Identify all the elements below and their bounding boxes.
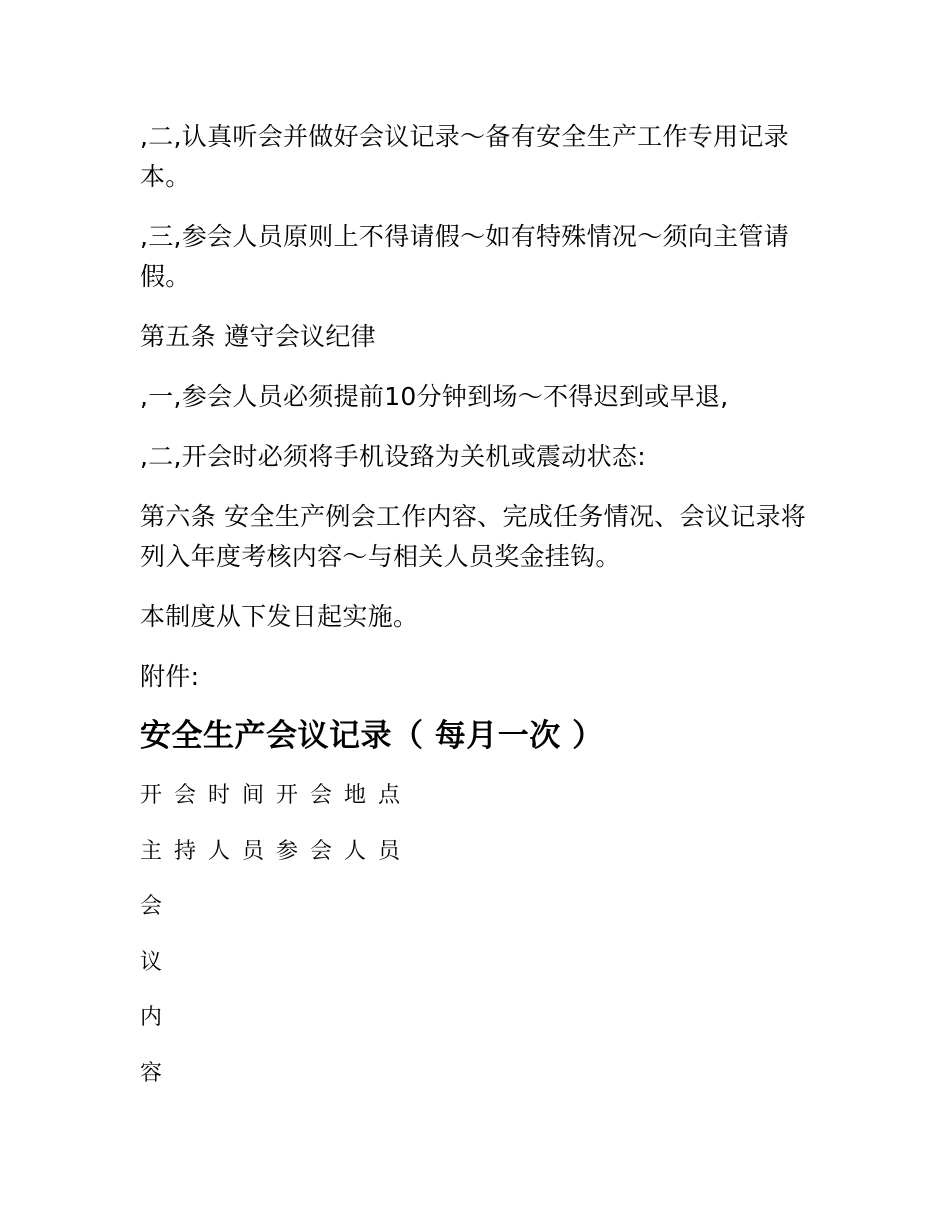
paragraph-item-2: ,二,认真听会并做好会议记录～备有安全生产工作专用记录本。 <box>140 122 789 191</box>
form-row-host-attendees: 主持人员参会人员 <box>140 839 413 864</box>
content-label-char: 内 <box>140 1005 163 1030</box>
paragraph-discipline-2: ,二,开会时必须将手机设臵为关机或震动状态: <box>140 442 646 471</box>
article-six-paragraph: 第六条 安全生产例会工作内容、完成任务情况、会议记录将列入年度考核内容～与相关人员奖金挂钩。 <box>140 502 807 571</box>
effective-date-paragraph: 本制度从下发日起实施。 <box>140 602 419 631</box>
form-row-meeting-time-place: 开会时间开会地点 <box>140 783 413 808</box>
document-page <box>140 0 820 1230</box>
content-label-char: 容 <box>140 1061 163 1086</box>
paragraph-discipline-1: ,一,参会人员必须提前10分钟到场～不得迟到或早退, <box>140 382 729 411</box>
content-label-char: 会 <box>140 894 163 919</box>
paragraph-item-3: ,三,参会人员原则上不得请假～如有特殊情况～须向主管请假。 <box>140 222 789 291</box>
article-five-heading: 第五条 遵守会议纪律 <box>140 322 376 351</box>
content-label-char: 议 <box>140 950 163 975</box>
form-title: 安全生产会议记录（ 每月一次 ） <box>140 718 604 754</box>
attachment-label: 附件: <box>140 662 200 691</box>
